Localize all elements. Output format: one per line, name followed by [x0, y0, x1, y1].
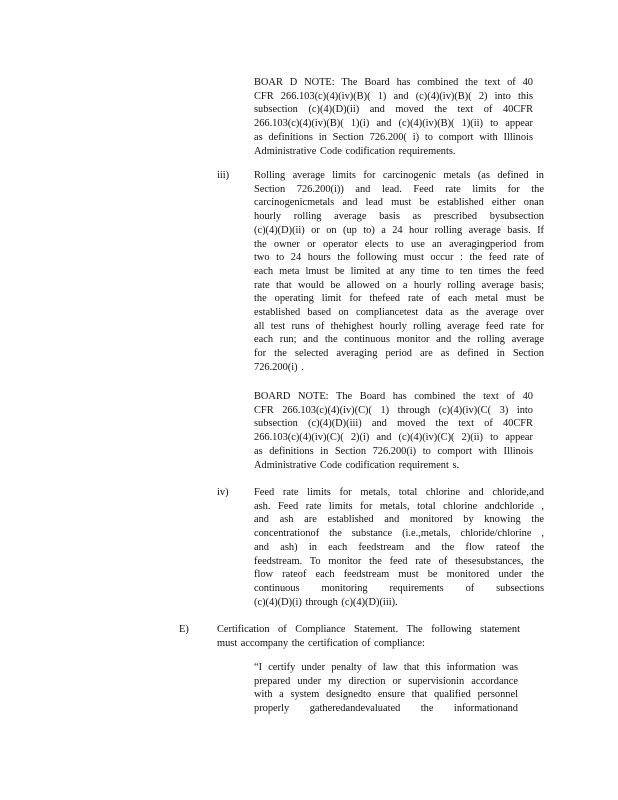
text-line: Rolling average limits for carcinogenic metals (as defined in [254, 170, 544, 181]
text-line: hourly rolling average basis as prescribed bysubsection [254, 211, 544, 223]
text-line: each meta lmust be limited at any time to ten times the feed [254, 265, 544, 277]
certification-quote [254, 661, 518, 716]
text-line: Certification of Compliance Statement. The following statement [217, 624, 520, 635]
text-line: and ash) in each feedstream and the flow rateof the [254, 541, 544, 553]
text-line: Administrative Code codification requirement s. [254, 459, 460, 471]
text-line: subsection (c)(4)(D)(iii) and moved the text of 40CFR [254, 418, 533, 430]
item-e-text [217, 623, 520, 650]
text-line: concentrationof the substance (i.e.,metals, chloride/chlorine , [254, 528, 544, 540]
text-line: and ash are established and monitored by knowing the [254, 514, 544, 526]
text-line: subsection (c)(4)(D)(ii) and moved the text of 40CFR [254, 104, 533, 116]
text-line: Feed rate limits for metals, total chlorine and chloride,and [254, 487, 544, 498]
text-line: the operating limit for thefeed rate of each metal must be [254, 293, 544, 305]
text-line: BOAR D NOTE: The Board has combined the text of 40 [254, 77, 533, 88]
item-e-marker: E) [179, 624, 189, 635]
text-line: properly gatheredandevaluated the informationand [254, 703, 518, 715]
text-line: as definitions in Section 726.200(i) to comport with Illinois [254, 445, 533, 457]
item-iv-text [254, 486, 544, 609]
text-line: carcinogenicmetals and lead must be established either onan [254, 197, 544, 209]
text-line: two to 24 hours the following must occur : the feed rate of [254, 252, 544, 264]
text-line: feedstream. To monitor the feed rate of thesesubstances, the [254, 555, 544, 567]
text-line: continuous monitoring requirements of subsections [254, 582, 544, 594]
board-note-1 [254, 76, 533, 158]
item-iii-text [254, 169, 544, 375]
text-line: rate that would be allowed on a hourly rolling average basis; [254, 279, 544, 291]
text-line: ash. Feed rate limits for metals, total chlorine andchloride , [254, 500, 544, 512]
text-line: CFR 266.103(c)(4)(iv)(B)( 1) and (c)(4)(iv)(B)( 2) into this [254, 90, 533, 102]
item-iv-marker: iv) [217, 487, 229, 498]
text-line: CFR 266.103(c)(4)(iv)(C)( 1) through (c)(4)(iv)(C( 3) into [254, 404, 533, 416]
text-line: Section 726.200(i)) and lead. Feed rate limits for the [254, 183, 544, 195]
text-line: established based on compliancetest data as the average over [254, 307, 544, 319]
item-iii-marker: iii) [217, 170, 230, 181]
text-line: for the selected averaging period are as defined in Section [254, 348, 544, 360]
board-note-2 [254, 390, 533, 472]
text-line: (c)(4)(D)(ii) or on (up to) a 24 hour rolling average basis. If [254, 224, 544, 236]
text-line: 266.103(c)(4)(iv)(C)( 2)(i) and (c)(4)(iv)(C)( 2)(ii) to appear [254, 432, 533, 444]
text-line: flow rateof each feedstream must be monitored under the [254, 569, 544, 581]
text-line: with a system designedto ensure that qualified personnel [254, 689, 518, 701]
text-line: “I certify under penalty of law that this information was [254, 662, 518, 673]
text-line: must accompany the certification of compliance: [217, 637, 425, 649]
text-line: each run; and the continuous monitor and the rolling average [254, 334, 544, 346]
text-line: all test runs of thehighest hourly rolling average feed rate for [254, 320, 544, 332]
text-line: BOARD NOTE: The Board has combined the text of 40 [254, 391, 533, 402]
text-line: 266.103(c)(4)(iv)(B)( 1)(i) and (c)(4)(iv)(B)( 1)(ii) to appear [254, 118, 533, 130]
text-line: as definitions in Section 726.200( i) to comport with Illinois [254, 131, 533, 143]
text-line: (c)(4)(D)(i) through (c)(4)(D)(iii). [254, 596, 398, 608]
text-line: 726.200(i) . [254, 361, 304, 373]
text-line: the owner or operator elects to use an averagingperiod from [254, 238, 544, 250]
text-line: prepared under my direction or supervisionin accordance [254, 675, 518, 687]
text-line: Administrative Code codification requirements. [254, 145, 456, 157]
